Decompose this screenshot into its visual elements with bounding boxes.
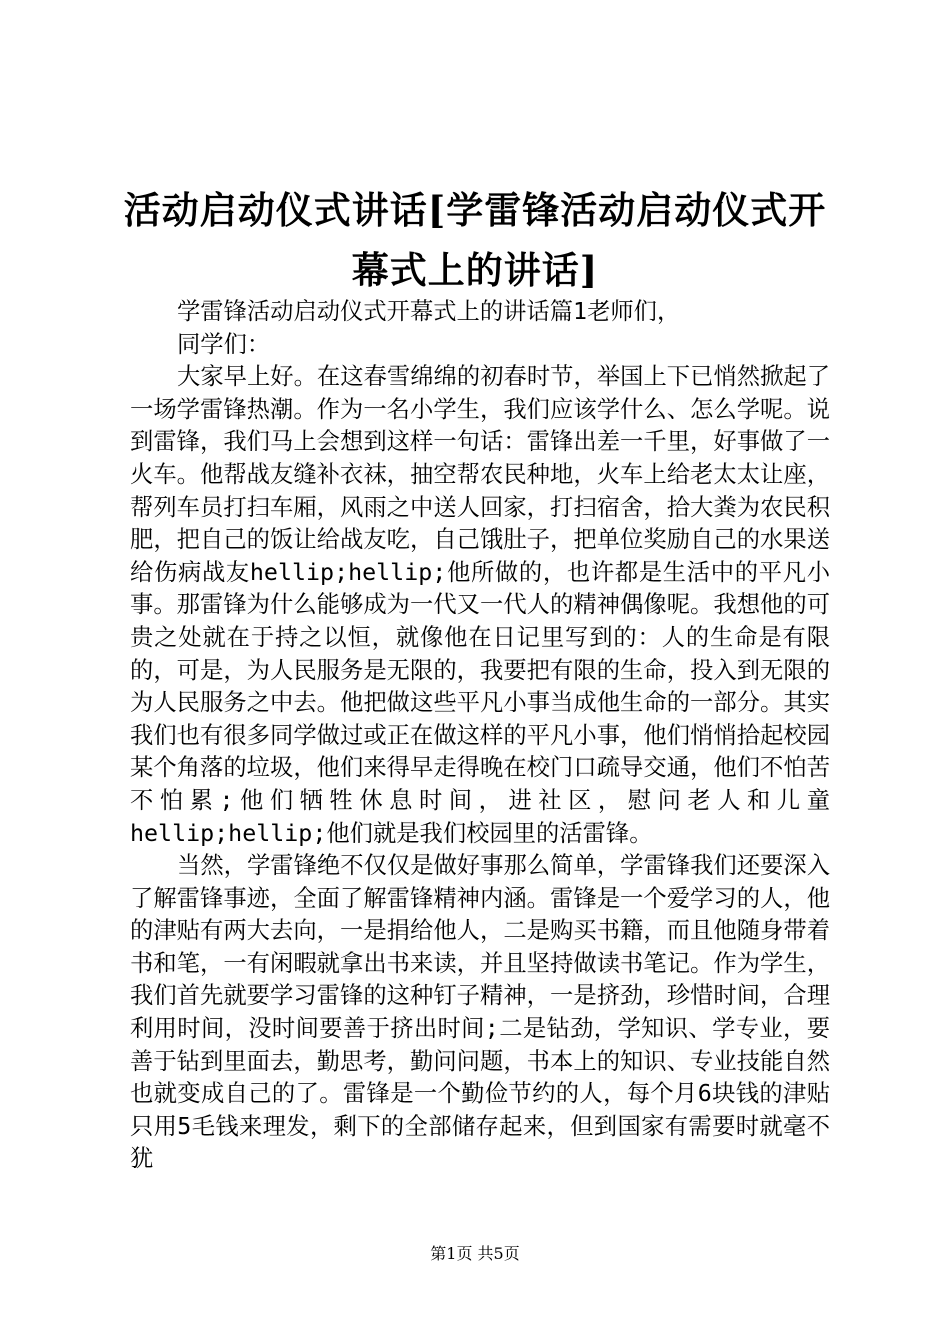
paragraph-salutation: 同学们： <box>177 330 271 358</box>
document-body <box>130 296 830 1176</box>
paragraph-2: 当然，学雷锋绝不仅仅是做好事那么简单，学雷锋我们还要深入了解雷锋事迹，全面了解雷锋精神内涵。雷锋是一个爱学习的人，他的津贴有两大去向，一是捐给他人，二是购买书籍，而且他随身带着书和笔，一有闲暇就拿出书来读，并且坚持做读书笔记。作为学生，我们首先就要学习雷锋的这种钉子精神，一是挤劲，珍惜时间，合理利用时间，没时间要善于挤出时间;二是钻劲，学知识、学专业，要善于钻到里面去，勤思考，勤问问题，书本上的知识、专业技能自然也就变成自己的了。雷锋是一个勤俭节约的人，每个月6块钱的津贴只用5毛钱来理发，剩下的全部储存起来，但到国家有需要时就毫不犹 <box>130 852 830 1173</box>
document-title: 活动启动仪式讲话[学雷锋活动启动仪式开幕式上的讲话] <box>123 188 827 292</box>
paragraph-intro: 学雷锋活动启动仪式开幕式上的讲话篇1老师们， <box>177 298 681 325</box>
page-footer: 第1页 共5页 <box>430 1244 520 1263</box>
paragraph-1: 大家早上好。在这春雪绵绵的初春时节，举国上下已悄然掀起了一场学雷锋热潮。作为一名小学生，我们应该学什么、怎么学呢。说到雷锋，我们马上会想到这样一句话：雷锋出差一千里，好事做了一火车。他帮战友缝补衣袜，抽空帮农民种地，火车上给老太太让座，帮列车员打扫车厢，风雨之中送人回家，打扫宿舍，拾大粪为农民积肥，把自己的饭让给战友吃，自己饿肚子，把单位奖励自己的水果送给伤病战友hellip;hellip;他所做的，也许都是生活中的平凡小事。那雷锋为什么能够成为一代又一代人的精神偶像呢。我想他的可贵之处就在于持之以恒，就像他在日记里写到的：人的生命是有限的，可是，为人民服务是无限的，我要把有限的生命，投入到无限的为人民服务之中去。他把做这些平凡小事当成他生命的一部分。其实我们也有很多同学做过或正在做这样的平凡小事，他们悄悄拾起校园某个角落的垃圾，他们来得早走得晚在校门口疏导交通，他们不怕苦不怕累;他们牺牲休息时间，进社区，慰问老人和儿童hellip;hellip;他们就是我们校园里的活雷锋。 <box>130 363 830 847</box>
